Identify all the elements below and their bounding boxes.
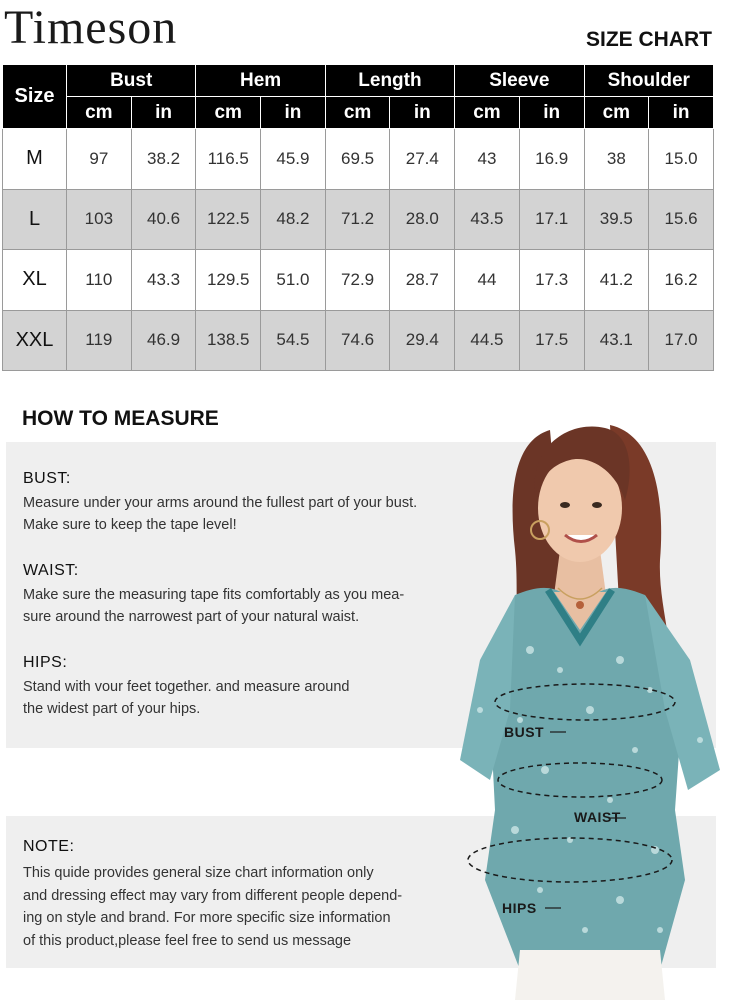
table-row (3, 129, 714, 190)
table-cell: 15.6 (649, 189, 714, 250)
table-cell: 69.5 (325, 129, 390, 190)
table-cell: 39.5 (584, 189, 649, 250)
note-line: and dressing effect may vary from different people depend- (23, 887, 403, 904)
hips-tag: HIPS (502, 900, 537, 916)
bust-line: Make sure to keep the tape level! (23, 517, 237, 533)
table-cell: 97 (67, 129, 132, 190)
unit-header: cm (325, 97, 390, 129)
table-cell: 138.5 (196, 310, 261, 371)
table-cell: 28.0 (390, 189, 455, 250)
table-cell: 54.5 (261, 310, 326, 371)
shoulder-header: Shoulder (584, 65, 714, 97)
waist-label: WAIST: (23, 562, 79, 579)
size-chart-title: SIZE CHART (586, 28, 712, 51)
table-row (3, 310, 714, 371)
table-cell: 46.9 (131, 310, 196, 371)
note-content (23, 838, 402, 952)
size-column-header: Size (3, 65, 67, 129)
bust-line: Measure under your arms around the fullest part of your bust. (23, 495, 418, 511)
model-illustration (420, 410, 730, 1000)
hem-header: Hem (196, 65, 325, 97)
table-cell: 16.9 (519, 129, 584, 190)
table-row (3, 250, 714, 311)
length-header: Length (325, 65, 454, 97)
unit-header: in (519, 97, 584, 129)
table-cell: 110 (67, 250, 132, 311)
how-to-measure-title: HOW TO MEASURE (22, 407, 219, 430)
unit-header: cm (67, 97, 132, 129)
unit-header: cm (584, 97, 649, 129)
table-cell: 38 (584, 129, 649, 190)
unit-header: cm (196, 97, 261, 129)
table-cell: 38.2 (131, 129, 196, 190)
table-cell: 44.5 (455, 310, 520, 371)
table-cell: 17.0 (649, 310, 714, 371)
unit-header: in (261, 97, 326, 129)
table-cell: 71.2 (325, 189, 390, 250)
unit-header: in (390, 97, 455, 129)
table-cell: 103 (67, 189, 132, 250)
unit-header: cm (455, 97, 520, 129)
table-cell: 72.9 (325, 250, 390, 311)
note-label: NOTE: (23, 838, 75, 855)
hips-label: HIPS: (23, 654, 68, 671)
table-cell: 43 (455, 129, 520, 190)
table-cell: 40.6 (131, 189, 196, 250)
table-cell: 16.2 (649, 250, 714, 311)
table-cell: 48.2 (261, 189, 326, 250)
table-cell: 129.5 (196, 250, 261, 311)
size-chart-table (2, 64, 714, 371)
waist-line: Make sure the measuring tape fits comfortably as you mea- (23, 587, 405, 603)
waist-tag: WAIST (574, 809, 621, 825)
hips-line: Stand with vour feet together. and measure around (23, 679, 350, 695)
hips-instructions (23, 654, 349, 720)
table-cell: 41.2 (584, 250, 649, 311)
size-label: XL (3, 250, 67, 311)
table-cell: 116.5 (196, 129, 261, 190)
table-cell: 119 (67, 310, 132, 371)
note-line: This quide provides general size chart information only (23, 865, 374, 881)
table-row (3, 189, 714, 250)
size-label: XXL (3, 310, 67, 371)
table-cell: 74.6 (325, 310, 390, 371)
table-cell: 44 (455, 250, 520, 311)
table-cell: 17.1 (519, 189, 584, 250)
model-figure (420, 410, 730, 1000)
brand-logo: Timeson (4, 1, 178, 54)
unit-header: in (649, 97, 714, 129)
table-cell: 45.9 (261, 129, 326, 190)
table-cell: 51.0 (261, 250, 326, 311)
sleeve-header: Sleeve (455, 65, 584, 97)
table-cell: 17.5 (519, 310, 584, 371)
bust-tag: BUST (504, 724, 545, 740)
bust-header: Bust (67, 65, 196, 97)
table-cell: 17.3 (519, 250, 584, 311)
bust-label: BUST: (23, 470, 71, 487)
table-cell: 15.0 (649, 129, 714, 190)
table-cell: 43.3 (131, 250, 196, 311)
table-cell: 43.1 (584, 310, 649, 371)
table-cell: 29.4 (390, 310, 455, 371)
note-line: ing on style and brand. For more specific size information (23, 910, 391, 926)
table-cell: 27.4 (390, 129, 455, 190)
table-cell: 28.7 (390, 250, 455, 311)
size-label: L (3, 189, 67, 250)
table-cell: 43.5 (455, 189, 520, 250)
waist-instructions (23, 562, 404, 628)
size-label: M (3, 129, 67, 190)
table-cell: 122.5 (196, 189, 261, 250)
note-line: of this product,please feel free to send us message (23, 932, 352, 949)
waist-line: sure around the narrowest part of your natural waist. (23, 609, 360, 625)
bust-instructions (23, 470, 417, 536)
unit-header: in (131, 97, 196, 129)
hips-line: the widest part of your hips. (23, 701, 201, 717)
